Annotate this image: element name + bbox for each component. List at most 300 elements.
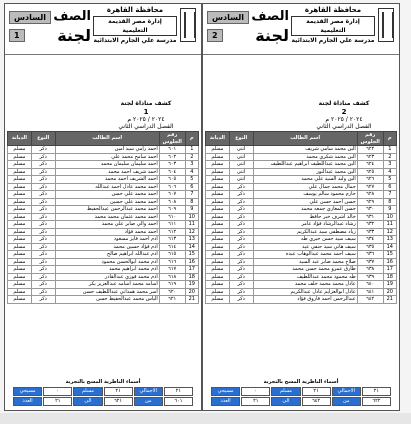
cell-name: عادل ابوالعزايم عادل عبدالكريم: [253, 288, 357, 296]
footer-cell: الى: [73, 397, 102, 406]
cell-gender: ذكر: [229, 258, 253, 266]
cell-name: احمد محمد علي حسن: [55, 191, 159, 199]
grade-value: السادس: [207, 11, 249, 24]
table-row: [8, 221, 199, 229]
cell-seat: ٦١٩: [159, 281, 185, 289]
col-religion-header: الديانة: [206, 132, 230, 146]
governorate-label: محافظة القاهرة: [304, 6, 362, 14]
cell-gender: ذكر: [31, 206, 55, 214]
cell-seat: ٦٣٢: [357, 221, 383, 229]
cell-gender: ذكر: [31, 176, 55, 184]
table-row: [8, 281, 199, 289]
cell-seat: ٦٠٩: [159, 206, 185, 214]
cell-name: الين محمد عبداللطيف ابراهيم عبداللطيف: [253, 161, 357, 169]
cell-serial: 5: [383, 176, 396, 184]
cell-religion: مسلم: [206, 161, 230, 169]
footer-cell: ٠: [43, 387, 72, 396]
cell-gender: أنثى: [229, 168, 253, 176]
cell-religion: مسلم: [206, 168, 230, 176]
cell-seat: ٦٤٢: [357, 296, 383, 304]
cell-seat: ٦١٠: [159, 213, 185, 221]
cell-serial: 18: [383, 273, 396, 281]
cell-gender: ذكر: [31, 168, 55, 176]
footer-cell: مسلم: [271, 387, 300, 396]
cell-name: احمد محمد عثمان محمد محمد: [55, 213, 159, 221]
cell-seat: ٦٢٢: [357, 146, 383, 154]
sheet-footer: أسماء الناظرية المسح بالتجربة ٢١ الاجمالي ٢١ مسلم ٠ مسيحي ٦٢٢ من ٦٤٢ الى ٢١ العدد: [211, 379, 391, 406]
cell-religion: مسلم: [206, 153, 230, 161]
cell-seat: ٦٣٩: [357, 273, 383, 281]
committee-label: لجنة: [57, 26, 91, 45]
cell-seat: ٦٢٥: [357, 168, 383, 176]
cell-seat: ٦١٥: [159, 251, 185, 259]
cell-gender: ذكر: [229, 183, 253, 191]
cell-religion: مسلم: [206, 281, 230, 289]
footer-cell: من: [332, 397, 361, 406]
cell-serial: 5: [185, 176, 198, 184]
cell-gender: أنثى: [229, 161, 253, 169]
cell-serial: 16: [185, 258, 198, 266]
col-gender-header: النوع: [31, 132, 55, 146]
cell-name: جمال محمد جمال علي: [253, 183, 357, 191]
cell-serial: 9: [185, 206, 198, 214]
grade-committee-box: [207, 8, 289, 68]
cell-seat: ٦٠٦: [159, 183, 185, 191]
cell-religion: مسلم: [206, 288, 230, 296]
table-row: [8, 183, 199, 191]
cell-gender: ذكر: [31, 273, 55, 281]
table-row: [8, 243, 199, 251]
cell-serial: 12: [383, 228, 396, 236]
cell-seat: ٦٢٦: [357, 176, 383, 184]
cell-gender: ذكر: [229, 236, 253, 244]
cell-name: عادل محمد محمد خلف محمد: [253, 281, 357, 289]
cell-name: حازم محمود سالم يوسف: [253, 191, 357, 199]
cell-seat: ٦١٢: [159, 228, 185, 236]
cell-seat: ٦١٦: [159, 258, 185, 266]
cell-serial: 8: [383, 198, 396, 206]
table-row: [206, 206, 397, 214]
cell-religion: مسلم: [8, 198, 32, 206]
cell-religion: مسلم: [206, 243, 230, 251]
cell-name: الين محمد شكري محمد: [253, 153, 357, 161]
footer-cell: مسلم: [73, 387, 102, 396]
cell-serial: 19: [185, 281, 198, 289]
cell-religion: مسلم: [8, 206, 32, 214]
cell-gender: ذكر: [31, 146, 55, 154]
cell-religion: مسلم: [8, 176, 32, 184]
cell-seat: ٦٢٤: [357, 161, 383, 169]
cell-serial: 1: [383, 146, 396, 154]
cell-name: حسن احمد حسن علي: [253, 198, 357, 206]
cell-name: احمد رامي سيد امين: [55, 146, 159, 154]
cell-seat: ٦٠٤: [159, 168, 185, 176]
table-row: [206, 273, 397, 281]
cell-gender: ذكر: [229, 251, 253, 259]
cell-seat: ٦٢٨: [357, 191, 383, 199]
cell-serial: 18: [185, 273, 198, 281]
footer-cell: الاجمالي: [332, 387, 361, 396]
grade-committee-box: [9, 8, 91, 68]
cell-serial: 20: [185, 288, 198, 296]
sheet-footer: أسماء الناظرية المسح بالتجربة ٢١ الاجمالي ٢١ مسلم ٠ مسيحي ٦٠١ من ٦٢١ الى ٢١ العدد: [13, 379, 193, 406]
cell-religion: مسلم: [206, 251, 230, 259]
cell-name: احمد محمد عبدالرحمن عبدالحفيظ: [55, 206, 159, 214]
cell-seat: ٦٣٧: [357, 258, 383, 266]
cell-name: اسر محمد همداني عبداللطيف حسن: [55, 288, 159, 296]
cell-gender: ذكر: [31, 198, 55, 206]
cell-gender: أنثى: [229, 146, 253, 154]
cell-serial: 3: [185, 161, 198, 169]
cell-religion: مسلم: [8, 273, 32, 281]
organization-block: [291, 6, 375, 45]
footer-cell: الى: [271, 397, 300, 406]
table-row: [206, 213, 397, 221]
cell-gender: ذكر: [31, 266, 55, 274]
footer-cell: مسيحي: [13, 387, 42, 396]
cell-gender: ذكر: [31, 153, 55, 161]
table-row: [206, 176, 397, 184]
cell-serial: 13: [185, 236, 198, 244]
cell-name: سيف سيد حسن خيري طه: [253, 236, 357, 244]
cell-religion: مسلم: [8, 161, 32, 169]
sheet-header: [203, 4, 399, 55]
footer-cell: ٦٤٢: [302, 397, 331, 406]
table-row: [8, 296, 199, 304]
cell-serial: 1: [185, 146, 198, 154]
cell-seat: ٦٠٣: [159, 161, 185, 169]
cell-gender: ذكر: [31, 183, 55, 191]
cell-name: احمد محمد عادل احمد عبدالله: [55, 183, 159, 191]
admin-label: إدارة مصر القديمة التعليمية: [291, 16, 375, 36]
cell-serial: 17: [185, 266, 198, 274]
cell-name: طارق عمرو محمد حسن محمد: [253, 266, 357, 274]
cell-serial: 14: [383, 243, 396, 251]
cell-seat: ٦٣١: [357, 213, 383, 221]
cell-serial: 7: [383, 191, 396, 199]
cell-religion: مسلم: [206, 236, 230, 244]
cell-serial: 4: [185, 168, 198, 176]
footer-cell: ٦٢١: [104, 397, 133, 406]
table-row: [8, 176, 199, 184]
cell-name: احمد محمد علي حسين: [55, 198, 159, 206]
cell-gender: ذكر: [229, 221, 253, 229]
cell-gender: ذكر: [229, 266, 253, 274]
cell-name: عبدالرحمن احمد فاروق فؤاد: [253, 296, 357, 304]
cell-serial: 10: [185, 213, 198, 221]
attendance-sheet-title: كشف مناداة لجنة 2: [318, 100, 370, 116]
table-row: [206, 281, 397, 289]
cell-serial: 11: [185, 221, 198, 229]
cell-religion: مسلم: [206, 198, 230, 206]
cell-religion: مسلم: [206, 213, 230, 221]
footer-cell: ٢١: [104, 387, 133, 396]
cell-religion: مسلم: [206, 266, 230, 274]
cell-religion: مسلم: [206, 228, 230, 236]
table-row: [8, 251, 199, 259]
committee-number: 2: [207, 29, 223, 42]
students-table: [7, 131, 199, 304]
cell-seat: ٦١٨: [159, 273, 185, 281]
cell-gender: ذكر: [31, 288, 55, 296]
cell-serial: 15: [383, 251, 396, 259]
footer-cell: ٢١: [302, 387, 331, 396]
table-row: [8, 266, 199, 274]
cell-name: سيف هاني سيد حنفي عيد: [253, 243, 357, 251]
cell-religion: مسلم: [206, 176, 230, 184]
cell-gender: ذكر: [31, 243, 55, 251]
cell-religion: مسلم: [8, 213, 32, 221]
school-label: مدرسة علي الجارم الابتدائية: [93, 37, 177, 44]
cell-seat: ٦٢٩: [357, 198, 383, 206]
cell-religion: مسلم: [206, 183, 230, 191]
table-row: [206, 266, 397, 274]
table-row: [206, 183, 397, 191]
cell-gender: ذكر: [31, 221, 55, 229]
col-name-header: اسم الطالب: [55, 132, 159, 146]
cell-religion: مسلم: [8, 251, 32, 259]
cell-name: احمد شريف احمد محمد: [55, 168, 159, 176]
cell-religion: مسلم: [8, 288, 32, 296]
footer-cell: ٢١: [241, 397, 270, 406]
cell-seat: ٦٣٤: [357, 236, 383, 244]
cell-religion: مسلم: [8, 258, 32, 266]
committee-sheet-1: [4, 3, 202, 411]
cell-gender: ذكر: [229, 213, 253, 221]
cell-serial: 4: [383, 168, 396, 176]
col-serial-header: م: [383, 132, 396, 146]
cell-gender: أنثى: [229, 153, 253, 161]
col-serial-header: م: [185, 132, 198, 146]
table-row: [206, 296, 397, 304]
term-year: ٢٠٢٤ / ٢٠٢٥ م الفصل الدراسي الثاني: [118, 116, 174, 130]
cell-name: زياد مصطفى سيد عبدالكريم: [253, 228, 357, 236]
col-name-header: اسم الطالب: [253, 132, 357, 146]
table-row: [206, 191, 397, 199]
cell-serial: 20: [383, 288, 396, 296]
cell-religion: مسلم: [8, 153, 32, 161]
cell-seat: ٦٤٠: [357, 281, 383, 289]
cell-serial: 21: [185, 296, 198, 304]
bottom-strip: [0, 413, 411, 424]
cell-religion: مسلم: [8, 243, 32, 251]
footer-cell: ٢١: [43, 397, 72, 406]
cell-serial: 6: [383, 183, 396, 191]
cell-serial: 2: [185, 153, 198, 161]
table-row: [8, 191, 199, 199]
cell-name: اسامه محمد اسامه عبدالعزيز بكر: [55, 281, 159, 289]
cell-gender: ذكر: [31, 228, 55, 236]
table-row: [206, 236, 397, 244]
cell-serial: 9: [383, 206, 396, 214]
school-label: مدرسة علي الجارم الابتدائية: [291, 37, 375, 44]
cell-seat: ٦٣٠: [357, 206, 383, 214]
cell-gender: ذكر: [31, 236, 55, 244]
cell-religion: مسلم: [206, 273, 230, 281]
cell-seat: ٦٤١: [357, 288, 383, 296]
cell-name: ادم محمد فوزي عبدالقادر: [55, 273, 159, 281]
cell-serial: 13: [383, 236, 396, 244]
cell-religion: مسلم: [206, 296, 230, 304]
cell-name: احمد والي صابر علي محمد: [55, 221, 159, 229]
cell-seat: ٦٢٧: [357, 183, 383, 191]
cell-gender: ذكر: [229, 228, 253, 236]
cell-seat: ٦١٧: [159, 266, 185, 274]
footer-cell: مسيحي: [211, 387, 240, 396]
cell-name: الين وليد السيد علي محمد: [253, 176, 357, 184]
cell-serial: 15: [185, 251, 198, 259]
cell-religion: مسلم: [8, 228, 32, 236]
cell-gender: ذكر: [229, 198, 253, 206]
cell-serial: 2: [383, 153, 396, 161]
col-seat-header: رقم الجلوس: [357, 132, 383, 146]
students-table: [205, 131, 397, 304]
table-row: [206, 221, 397, 229]
cell-religion: مسلم: [8, 191, 32, 199]
cell-name: ادم عبدالله ابراهيم صالح: [55, 251, 159, 259]
table-row: [8, 198, 199, 206]
cell-seat: ٦٢١: [159, 296, 185, 304]
cell-gender: ذكر: [31, 191, 55, 199]
cell-name: ادم محمد ابوالحسن محمود: [55, 258, 159, 266]
cell-gender: ذكر: [31, 296, 55, 304]
grade-label: الصف: [53, 9, 91, 24]
table-row: [8, 273, 199, 281]
cell-serial: 16: [383, 258, 396, 266]
cell-name: سيف احمد محمد عبدالوهاب عبده: [253, 251, 357, 259]
admin-label: إدارة مصر القديمة التعليمية: [93, 16, 177, 36]
table-row: [206, 161, 397, 169]
cell-seat: ٦٠١: [159, 146, 185, 154]
cell-seat: ٦١٤: [159, 243, 185, 251]
sheet-header: [5, 4, 201, 55]
cell-seat: ٦١٣: [159, 236, 185, 244]
cell-religion: مسلم: [8, 221, 32, 229]
cell-religion: مسلم: [8, 168, 32, 176]
committee-sheet-2: [202, 3, 400, 411]
cell-gender: ذكر: [229, 296, 253, 304]
table-row: [206, 243, 397, 251]
table-row: [8, 146, 199, 154]
cell-gender: ذكر: [229, 243, 253, 251]
cell-serial: 7: [185, 191, 198, 199]
cell-seat: ٦٣٥: [357, 243, 383, 251]
ministry-logo-icon: [378, 8, 394, 42]
cell-serial: 3: [383, 161, 396, 169]
cell-seat: ٦١١: [159, 221, 185, 229]
footer-cell: الاجمالي: [134, 387, 163, 396]
table-row: [206, 228, 397, 236]
cell-religion: مسلم: [206, 146, 230, 154]
cell-seat: ٦٠٨: [159, 198, 185, 206]
cell-religion: مسلم: [8, 296, 32, 304]
cell-gender: أنثى: [229, 176, 253, 184]
cell-serial: 21: [383, 296, 396, 304]
cell-serial: 11: [383, 221, 396, 229]
table-row: [8, 161, 199, 169]
table-row: [8, 288, 199, 296]
cell-seat: ٦٣٣: [357, 228, 383, 236]
cell-name: طه محمود محمد عبداللطيف: [253, 273, 357, 281]
organization-block: [93, 6, 177, 45]
term-year: ٢٠٢٤ / ٢٠٢٥ م الفصل الدراسي الثاني: [316, 116, 372, 130]
footer-cell: ٢١: [164, 387, 193, 396]
cell-name: ادم احمد فايز مسعود: [55, 236, 159, 244]
committee-number: 1: [9, 29, 25, 42]
cell-seat: ٦٢٠: [159, 288, 185, 296]
cell-serial: 19: [383, 281, 396, 289]
cell-gender: ذكر: [229, 206, 253, 214]
ministry-logo-icon: [180, 8, 196, 42]
cell-serial: 17: [383, 266, 396, 274]
cell-name: حسن المغازي جمعه محمد: [253, 206, 357, 214]
cell-serial: 12: [185, 228, 198, 236]
footer-cell: ٠: [241, 387, 270, 396]
cell-gender: ذكر: [31, 281, 55, 289]
cell-seat: ٦٠٧: [159, 191, 185, 199]
footer-cell: ٦٢٢: [362, 397, 391, 406]
cell-serial: 6: [185, 183, 198, 191]
cell-gender: ذكر: [31, 213, 55, 221]
cell-gender: ذكر: [31, 161, 55, 169]
table-row: [8, 168, 199, 176]
table-row: [206, 146, 397, 154]
footer-cell: ٢١: [362, 387, 391, 396]
cell-name: احمد محمد فؤاد: [55, 228, 159, 236]
table-row: [206, 153, 397, 161]
cell-name: احمد سامح محمد علي: [55, 153, 159, 161]
cell-religion: مسلم: [8, 236, 32, 244]
cell-seat: ٦٠٢: [159, 153, 185, 161]
cell-religion: مسلم: [8, 266, 32, 274]
cell-seat: ٦٢٣: [357, 153, 383, 161]
cell-serial: 14: [185, 243, 198, 251]
cell-gender: ذكر: [31, 258, 55, 266]
attendance-sheet-title: كشف مناداة لجنة 1: [120, 100, 172, 116]
cell-gender: ذكر: [229, 288, 253, 296]
cell-religion: مسلم: [8, 146, 32, 154]
table-row: [8, 213, 199, 221]
table-row: [206, 251, 397, 259]
footer-cell: ٦٠١: [164, 397, 193, 406]
cell-religion: مسلم: [206, 221, 230, 229]
cell-name: صلاح محمد صابر عبد السيد: [253, 258, 357, 266]
cell-name: الياس محمد عبدالحفيظ حسن: [55, 296, 159, 304]
cell-religion: مسلم: [206, 206, 230, 214]
grade-value: السادس: [9, 11, 51, 24]
table-row: [206, 198, 397, 206]
col-religion-header: الديانة: [8, 132, 32, 146]
cell-religion: مسلم: [206, 258, 230, 266]
cell-seat: ٦٣٦: [357, 251, 383, 259]
table-row: [206, 258, 397, 266]
cell-religion: مسلم: [8, 183, 32, 191]
cell-name: احمد الشريف احمد محمد: [55, 176, 159, 184]
cell-religion: مسلم: [8, 281, 32, 289]
footer-cell: العدد: [13, 397, 42, 406]
cell-name: ادم محمد ابراهيم محمد: [55, 266, 159, 274]
table-row: [8, 206, 199, 214]
table-row: [8, 153, 199, 161]
table-row: [206, 288, 397, 296]
grade-label: الصف: [251, 9, 289, 24]
cell-seat: ٦٠٥: [159, 176, 185, 184]
cell-name: رشاد عبدالرشاد فؤاد عامر: [253, 221, 357, 229]
footer-cell: من: [134, 397, 163, 406]
table-row: [8, 228, 199, 236]
footer-cell: العدد: [211, 397, 240, 406]
cell-seat: ٦٣٨: [357, 266, 383, 274]
